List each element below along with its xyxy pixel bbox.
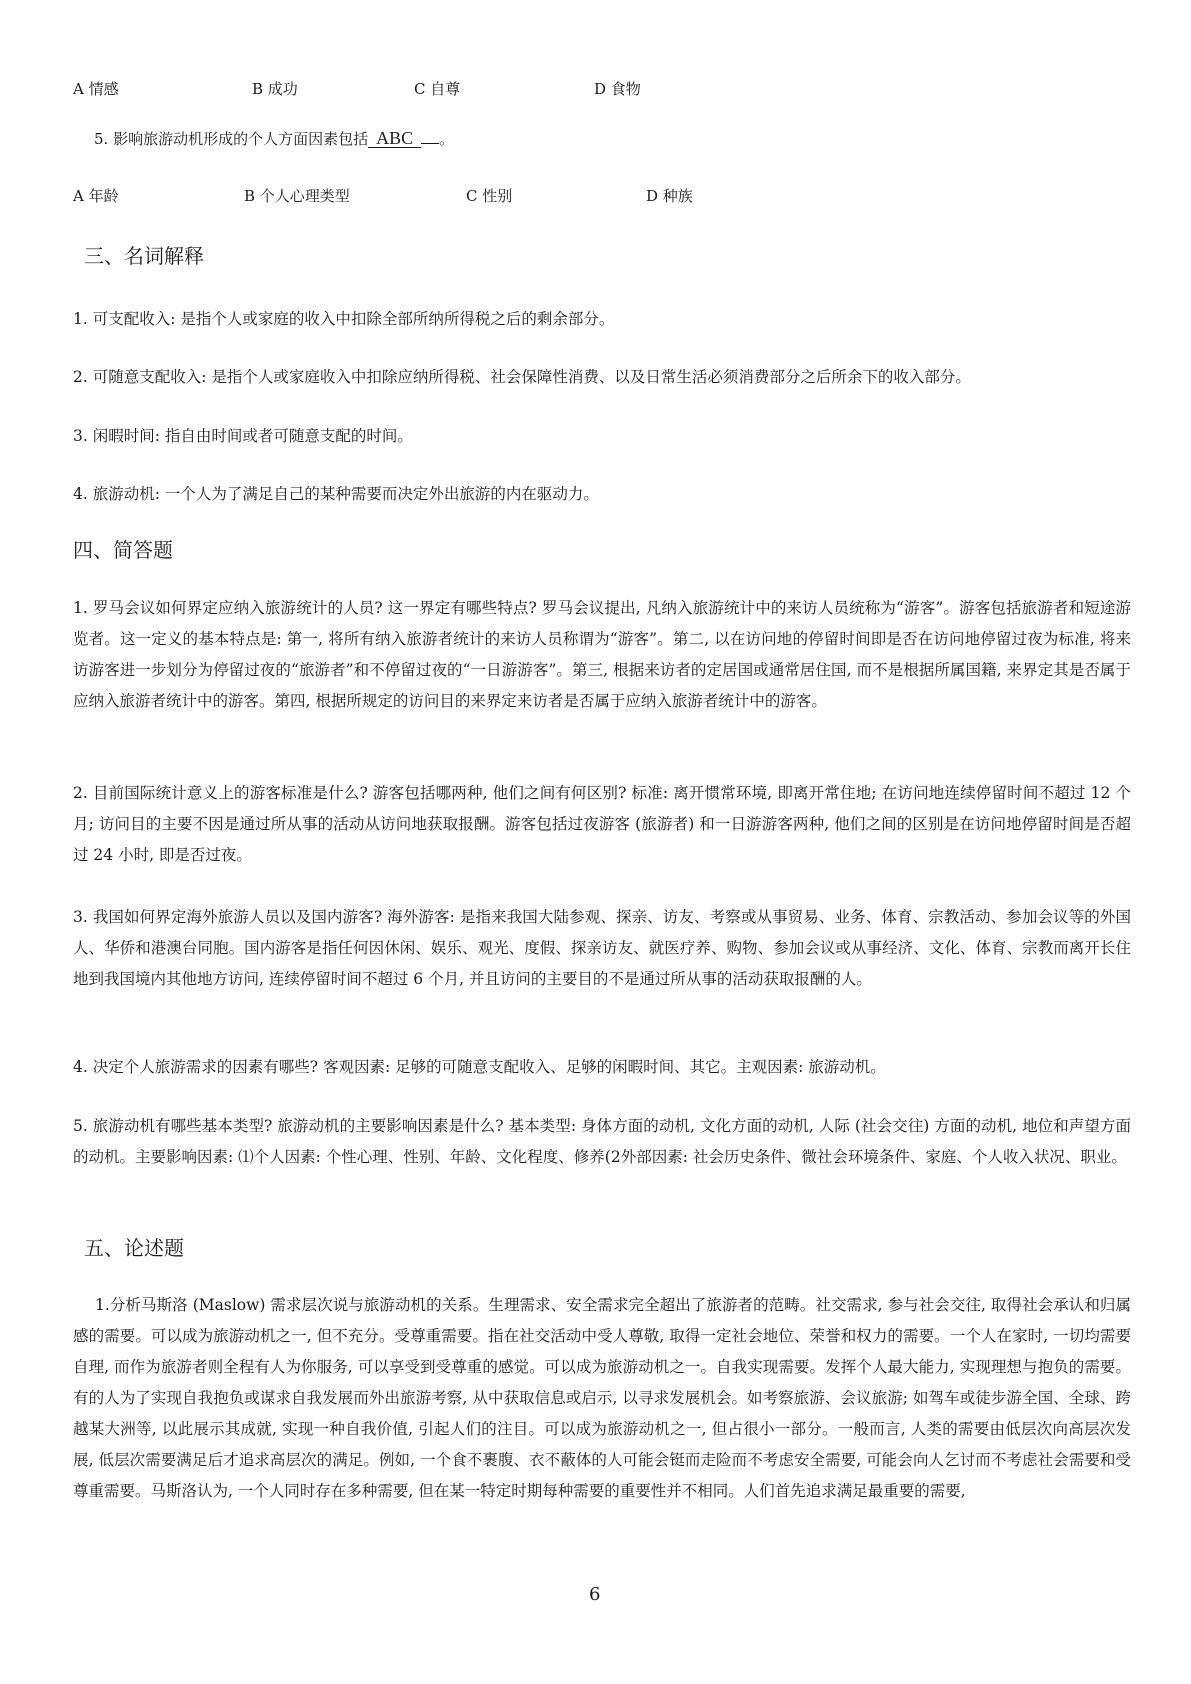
q4-option-a: A 情感: [73, 80, 119, 98]
q5-option-b: B 个人心理类型: [244, 187, 350, 205]
section4-item: 3. 我国如何界定海外旅游人员以及国内游客? 海外游客: 是指来我国大陆参观、探亲、访友、考察或从事贸易、业务、体育、宗教活动、参加会议等的外国人、华侨和港澳台同胞。国内游客是指任何因休闲、娱乐、观光、度假、探亲访友、就医疗养、购物、参加会议或从事经济、文化、体育、宗教而离开长住地到我国境内其他地方访问, 连续停留时间不超过 6 个月, 并且访问的主要目的不是通过所从事的活动获取报酬的人。: [73, 908, 1131, 988]
q4-option-b: B 成功: [252, 80, 298, 98]
section3-item: 2. 可随意支配收入: 是指个人或家庭收入中扣除应纳所得税、社会保障性消费、以及日常生活必须消费部分之后所余下的收入部分。: [73, 368, 971, 386]
q5-trailing-blank: [421, 129, 439, 144]
q4-option-d: D 食物: [594, 80, 641, 98]
section3-item: 1. 可支配收入: 是指个人或家庭的收入中扣除全部所纳所得税之后的剩余部分。: [73, 310, 615, 328]
q5-prefix: 5. 影响旅游动机形成的个人方面因素包括: [94, 130, 369, 148]
q5-answer: ABC: [368, 129, 421, 148]
section4-heading: 四、简答题: [73, 538, 173, 562]
page-number: 6: [589, 1584, 601, 1605]
section5-item: 1.分析马斯洛 (Maslow) 需求层次说与旅游动机的关系。生理需求、安全需求完全超出了旅游者的范畴。社交需求, 参与社会交往, 取得社会承认和归属感的需要。可以成为旅游动机之一, 但不充分。受尊重需要。指在社交活动中受人尊敬, 取得一定社会地位、荣誉和权力的需要。一个人在家时, 一切均需要自理, 而作为旅游者则全程有人为你服务, 可以享受到受尊重的感觉。可以成为旅游动机之一。自我实现需要。发挥个人最大能力, 实现理想与抱负的需要。有的人为了实现自我抱负或谋求自我发展而外出旅游考察, 从中获取信息或启示, 以寻求发展机会。如考察旅游、会议旅游; 如驾车或徒步游全国、全球、跨越某大洲等, 以此展示其成就, 实现一种自我价值, 引起人们的注目。可以成为旅游动机之一, 但占很小一部分。一般而言, 人类的需要由低层次向高层次发展, 低层次需要满足后才追求高层次的满足。例如, 一个食不裹腹、衣不蔽体的人可能会铤而走险而不考虑安全需要, 可能会向人乞讨而不考虑社会需要和受尊重需要。马斯洛认为, 一个人同时存在多种需要, 但在某一特定时期每种需要的重要性并不相同。人们首先追求满足最重要的需要,: [73, 1296, 1131, 1500]
section3-item: 3. 闲暇时间: 指自由时间或者可随意支配的时间。: [73, 427, 413, 445]
section4-item: 1. 罗马会议如何界定应纳入旅游统计的人员? 这一界定有哪些特点? 罗马会议提出, 凡纳入旅游统计中的来访人员统称为“游客”。游客包括旅游者和短途游览者。这一定义的基本特点是: 第一, 将所有纳入旅游者统计的来访人员称谓为“游客”。第二, 以在访问地的停留时间即是否在访问地停留过夜为标准, 将来访游客进一步划分为停留过夜的“旅游者”和不停留过夜的“一日游游客”。第三, 根据来访者的定居国或通常居住国, 而不是根据所属国籍, 来界定其是否属于应纳入旅游者统计中的游客。第四, 根据所规定的访问目的来界定来访者是否属于应纳入旅游者统计中的游客。: [73, 599, 1131, 710]
section5-heading: 五、论述题: [84, 1236, 184, 1260]
section3-item: 4. 旅游动机: 一个人为了满足自己的某种需要而决定外出旅游的内在驱动力。: [73, 485, 599, 503]
section3-heading: 三、名词解释: [84, 244, 204, 268]
section4-item: 4. 决定个人旅游需求的因素有哪些? 客观因素: 足够的可随意支配收入、足够的闲暇时间、其它。主观因素: 旅游动机。: [73, 1058, 886, 1076]
q5-suffix: 。: [439, 130, 455, 148]
section4-item: 5. 旅游动机有哪些基本类型? 旅游动机的主要影响因素是什么? 基本类型: 身体方面的动机, 文化方面的动机, 人际 (社会交往) 方面的动机, 地位和声望方面的动机。主要影响因素: ⑴个人因素: 个性心理、性别、年龄、文化程度、修养(2外部因素: 社会历史条件、微社会环境条件、家庭、个人收入状况、职业。: [73, 1117, 1131, 1166]
q4-option-c: C 自尊: [414, 80, 461, 98]
section4-item: 2. 目前国际统计意义上的游客标准是什么? 游客包括哪两种, 他们之间有何区别? 标准: 离开惯常环境, 即离开常住地; 在访问地连续停留时间不超过 12 个月; 访问目的主要不因是通过所从事的活动从访问地获取报酬。游客包括过夜游客 (旅游者) 和一日游游客两种, 他们之间的区别是在访问地停留时间是否超过 24 小时, 即是否过夜。: [73, 784, 1131, 864]
q5-option-c: C 性别: [466, 187, 513, 205]
q5-option-d: D 种族: [646, 187, 693, 205]
q5-question: [94, 128, 454, 149]
q5-option-a: A 年龄: [73, 187, 119, 205]
